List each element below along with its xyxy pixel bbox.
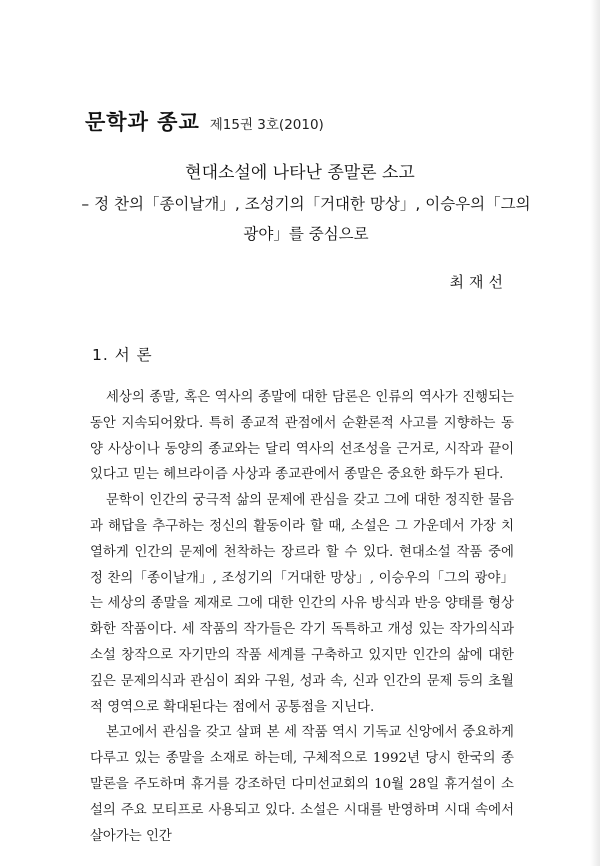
body-text xyxy=(90,385,514,849)
section-heading: 1. 서 론 xyxy=(92,346,153,364)
paragraph-2: 문학이 인간의 궁극적 삶의 문제에 관심을 갖고 그에 대한 정직한 물음과 해답을 추구하는 정신의 활동이라 할 때, 소설은 그 가운데서 가장 치열하게 인간의 문제에 천착하는 장르라 할 수 있다. 현대소설 작품 중에 정 찬의「종이날개」, 조성기의「거대한 망상」, 이승우의「그의 광야」는 세상의 종말을 제재로 그에 대한 인간의 사유 방식과 반응 양태를 형상화한 작품이다. 세 작품의 작가들은 각기 독특하고 개성 있는 작가의식과 소설 창작으로 자기만의 작품 세계를 구축하고 있지만 인간의 삶에 대한 깊은 문제의식과 관심이 죄와 구원, 성과 속, 신과 인간의 문제 등의 초월적 영역으로 확대된다는 점에서 공통점을 지닌다. xyxy=(90,493,514,715)
article-title: 현대소설에 나타난 종말론 소고 xyxy=(185,163,415,183)
scan-edge-shadow xyxy=(590,0,600,866)
journal-header xyxy=(85,106,324,136)
paragraph-1: 세상의 종말, 혹은 역사의 종말에 대한 담론은 인류의 역사가 진행되는 동안 지속되어왔다. 특히 종교적 관점에서 순환론적 사고를 지향하는 동양 사상이나 동양의 종교와는 달리 역사의 선조성을 근거로, 시작과 끝이 있다고 믿는 헤브라이즘 사상과 종교관에서 종말은 중요한 화두가 된다. xyxy=(90,390,514,483)
article-subtitle: – 정 찬의「종이날개」, 조성기의「거대한 망상」, 이승우의「그의 광야」를 중심으로 xyxy=(81,195,531,243)
journal-name: 문학과 종교 xyxy=(85,110,200,134)
paragraph-3: 본고에서 관심을 갖고 살펴 본 세 작품 역시 기독교 신앙에서 중요하게 다루고 있는 종말을 소재로 하는데, 구체적으로 1992년 당시 한국의 종말론을 주도하며 휴거를 강조하던 다미선교회의 10월 28일 휴거설이 소설의 주요 모티프로 사용되고 있다. 소설은 시대를 반영하며 시대 속에서 살아가는 인간 xyxy=(90,725,514,844)
journal-issue: 제15권 3호(2010) xyxy=(209,117,324,133)
article-author: 최재선 xyxy=(449,273,508,291)
